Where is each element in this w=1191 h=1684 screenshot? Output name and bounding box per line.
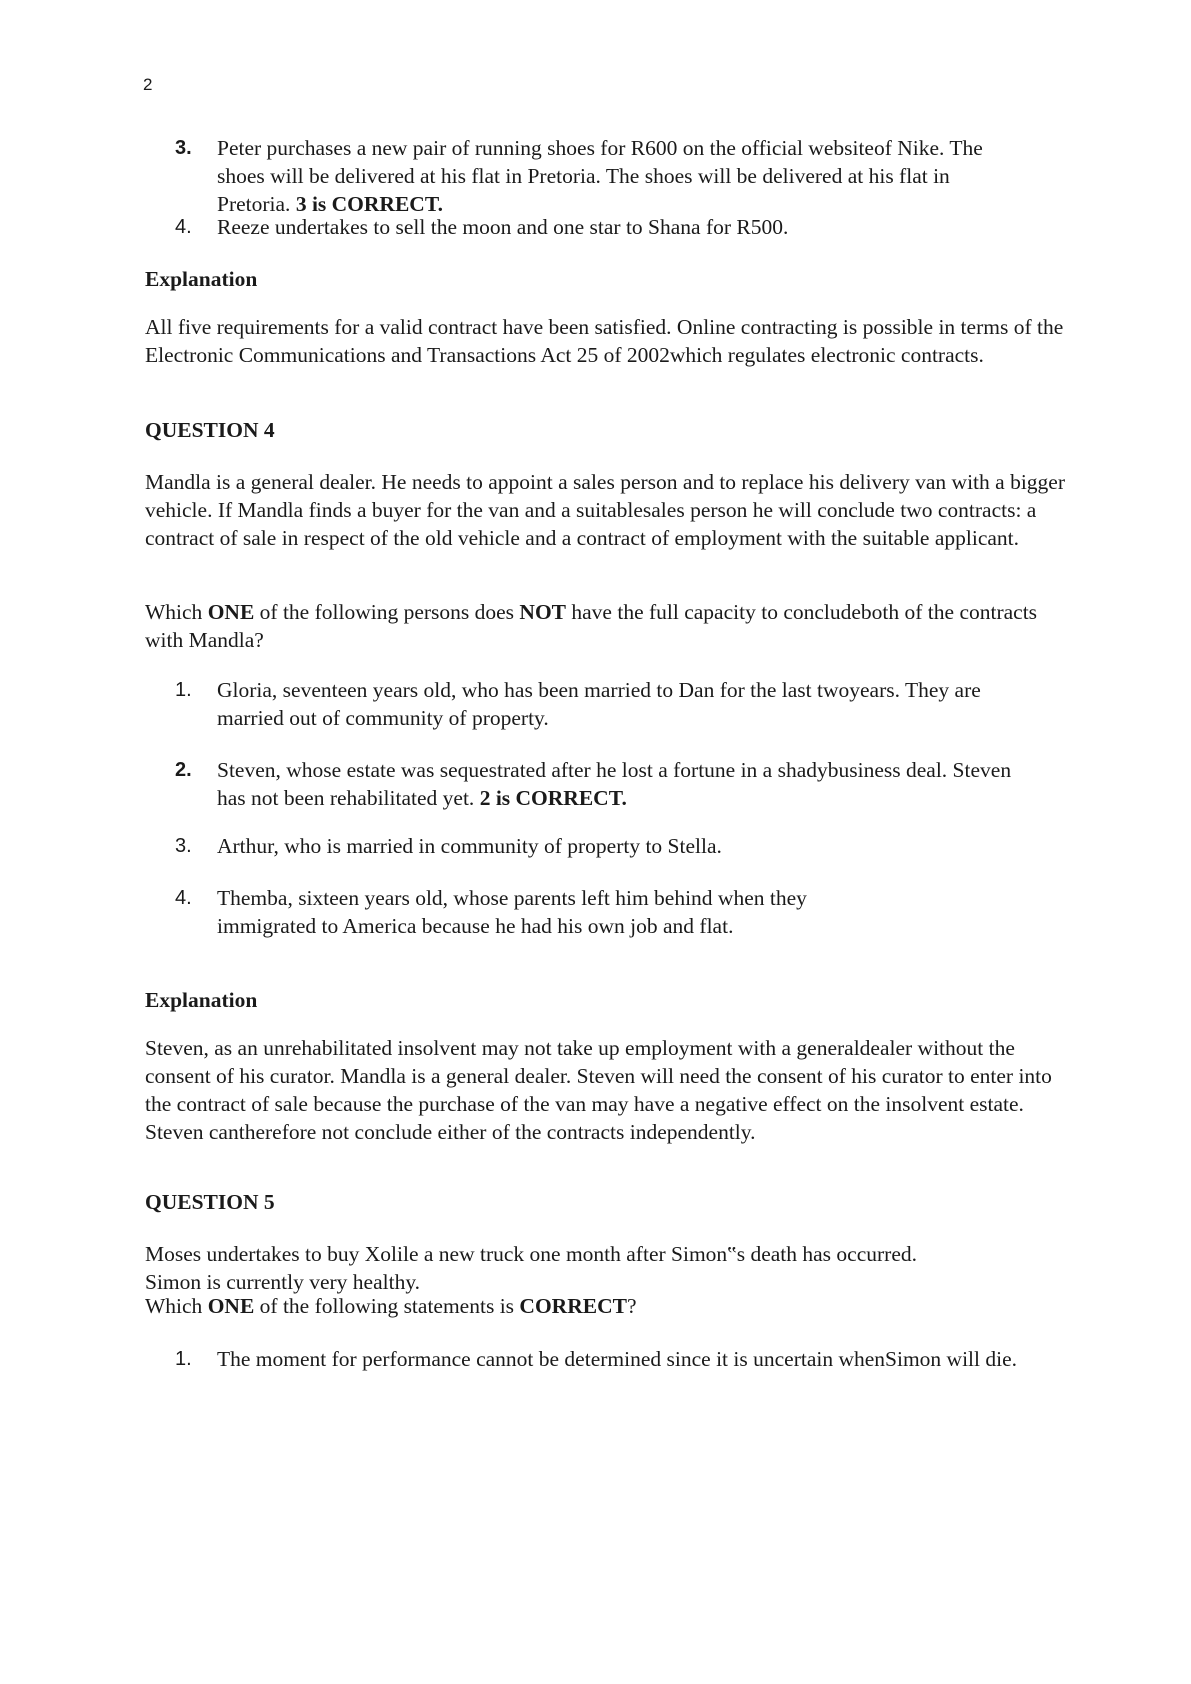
q3-option-4 <box>175 213 1055 241</box>
option-text: Arthur, who is married in community of property to Stella. <box>217 834 722 858</box>
page-number: 2 <box>143 75 153 94</box>
option-number: 3. <box>175 137 192 159</box>
option-number: 4. <box>175 887 192 909</box>
correct-answer-marker: 3 is CORRECT. <box>295 192 443 216</box>
question-4-heading: QUESTION 4 <box>145 418 275 442</box>
option-text: Steven, whose estate was sequestrated after he lost a fortune in a shadybusiness deal. Steven has not been rehabilitated yet. 2 is CORRECT. <box>217 758 1012 810</box>
question-4-prompt: Which ONE of the following persons does NOT have the full capacity to concludeboth of the contracts with Mandla? <box>145 600 1038 652</box>
option-number: 1. <box>175 1348 192 1370</box>
option-number: 4. <box>175 216 192 238</box>
option-text: Themba, sixteen years old, whose parents left him behind when they immigrated to America because he had his own job and flat. <box>217 886 807 938</box>
question-4-scenario: Mandla is a general dealer. He needs to appoint a sales person and to replace his delivery van with a bigger vehicle. If Mandla finds a buyer for the van and a suitablesales person he will conclude two contracts: a contract of sale in respect of the old vehicle and a contract of employment with the suitable applicant. <box>145 470 1065 550</box>
question-5-scenario: Moses undertakes to buy Xolile a new truck one month after Simon‟s death has occurred. Simon is currently very healthy. <box>145 1242 917 1294</box>
explanation-heading: Explanation <box>145 988 258 1012</box>
q4-option-1 <box>175 676 1055 732</box>
explanation-body: Steven, as an unrehabilitated insolvent may not take up employment with a generaldealer without the consent of his curator. Mandla is a general dealer. Steven will need the consent of his curator to enter into the contract of sale because the purchase of the van may have a negative effect on the insolvent estate. Steven cantherefore not conclude either of the contracts independently. <box>145 1036 1052 1144</box>
option-number: 2. <box>175 759 192 781</box>
option-text: Gloria, seventeen years old, who has been married to Dan for the last twoyears. They are married out of community of property. <box>217 678 981 730</box>
correct-answer-marker: 2 is CORRECT. <box>479 786 627 810</box>
option-number: 1. <box>175 679 192 701</box>
q4-option-4 <box>175 884 1055 940</box>
question-5-prompt: Which ONE of the following statements is CORRECT? <box>145 1294 637 1318</box>
question-5-heading: QUESTION 5 <box>145 1190 275 1214</box>
option-text: Peter purchases a new pair of running shoes for R600 on the official websiteof Nike. The shoes will be delivered at his flat in Pretoria. The shoes will be delivered at his flat in Pretoria. 3 is CORRECT. <box>217 136 983 216</box>
q4-option-2 <box>175 756 1055 812</box>
option-number: 3. <box>175 835 192 857</box>
explanation-body: All five requirements for a valid contract have been satisfied. Online contracting is possible in terms of the Electronic Communications and Transactions Act 25 of 2002which regulates electronic contracts. <box>145 315 1064 367</box>
q3-option-3 <box>175 134 1055 218</box>
q4-option-3 <box>175 832 1055 860</box>
option-text: Reeze undertakes to sell the moon and one star to Shana for R500. <box>217 215 789 239</box>
q5-option-1 <box>175 1345 1055 1373</box>
explanation-heading: Explanation <box>145 267 258 291</box>
option-text: The moment for performance cannot be determined since it is uncertain whenSimon will die. <box>217 1347 1018 1371</box>
